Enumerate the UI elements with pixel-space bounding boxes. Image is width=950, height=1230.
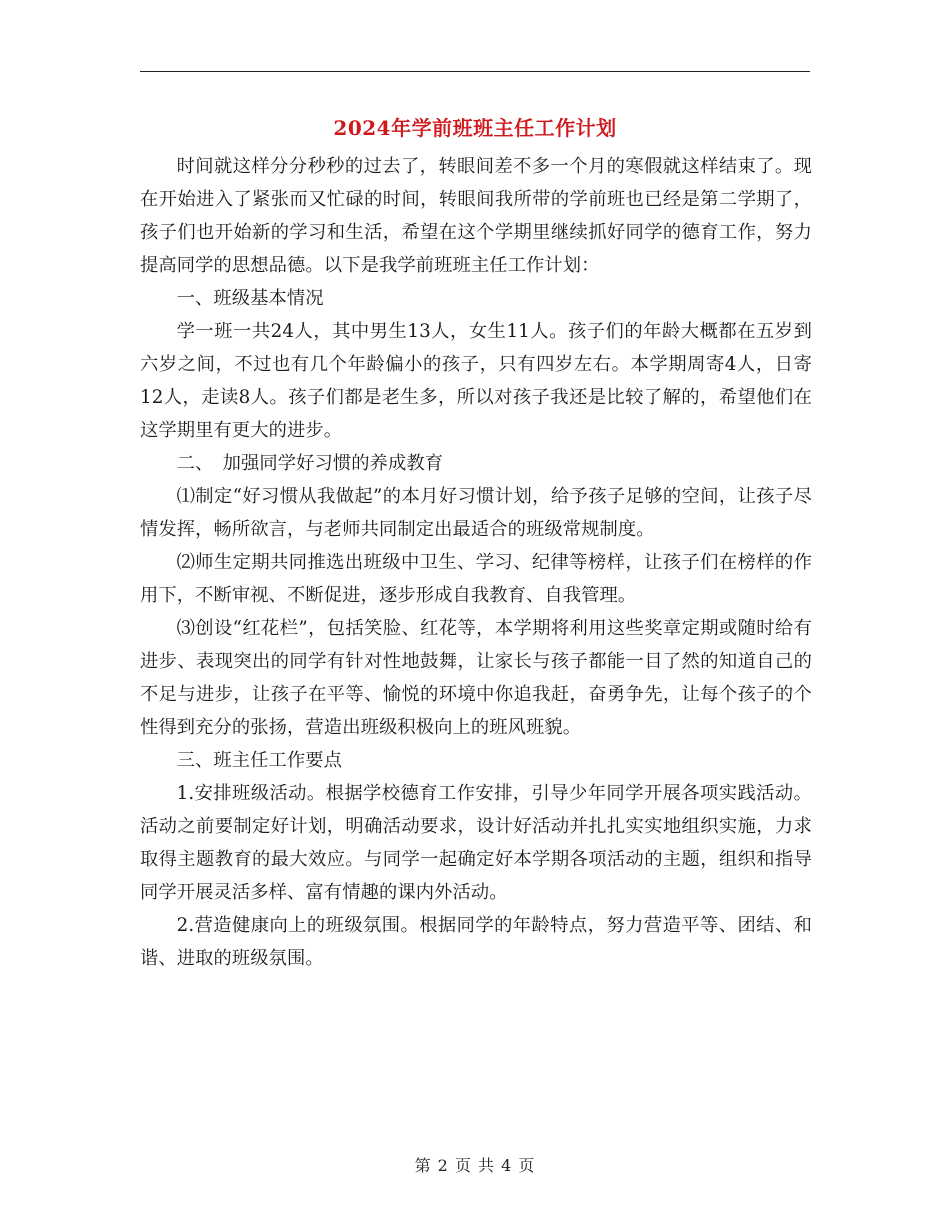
habits-item-1: ⑴制定“好习惯从我做起”的本月好习惯计划，给予孩子足够的空间，让孩子尽情发挥，畅所欲言，与老师共同制定出最适合的班级常规制度。: [140, 486, 812, 540]
section-heading-class-overview: 一、班级基本情况: [176, 288, 324, 309]
document-body: [140, 150, 812, 975]
intro-paragraph: 时间就这样分分秒秒的过去了，转眼间差不多一个月的寒假就这样结束了。现在开始进入了紧张而又忙碌的时间，转眼间我所带的学前班也已经是第二学期了，孩子们也开始新的学习和生活，希望在这个学期里继续抓好同学的德育工作，努力提高同学的思想品德。以下是我学前班班主任工作计划：: [140, 156, 812, 276]
work-point-2: 2.营造健康向上的班级氛围。根据同学的年龄特点，努力营造平等、团结、和谐、进取的班级氛围。: [140, 915, 812, 969]
class-overview-paragraph: 学一班一共24人，其中男生13人，女生11人。孩子们的年龄大概都在五岁到六岁之间，不过也有几个年龄偏小的孩子，只有四岁左右。本学期周寄4人，日寄12人，走读8人。孩子们都是老生多，所以对孩子我还是比较了解的，希望他们在这学期里有更大的进步。: [140, 321, 812, 441]
section-heading-habits: 二、 加强同学好习惯的养成教育: [176, 453, 444, 474]
section-heading-work-points: 三、班主任工作要点: [176, 750, 343, 771]
document-title: 2024年学前班班主任工作计划: [333, 116, 617, 140]
habits-item-3: ⑶创设“红花栏”，包括笑脸、红花等，本学期将利用这些奖章定期或随时给有进步、表现突出的同学有针对性地鼓舞，让家长与孩子都能一目了然的知道自己的不足与进步，让孩子在平等、愉悦的环境中你追我赶，奋勇争先，让每个孩子的个性得到充分的张扬，营造出班级积极向上的班风班貌。: [140, 618, 812, 738]
page-number-footer: 第 2 页 共 4 页: [414, 1156, 536, 1175]
work-point-1: 1.安排班级活动。根据学校德育工作安排，引导少年同学开展各项实践活动。活动之前要制定好计划，明确活动要求，设计好活动并扎扎实实地组织实施，力求取得主题教育的最大效应。与同学一起确定好本学期各项活动的主题，组织和指导同学开展灵活多样、富有情趣的课内外活动。: [140, 783, 812, 903]
header-rule: [140, 71, 810, 72]
habits-item-2: ⑵师生定期共同推选出班级中卫生、学习、纪律等榜样，让孩子们在榜样的作用下，不断审视、不断促进，逐步形成自我教育、自我管理。: [140, 552, 812, 606]
